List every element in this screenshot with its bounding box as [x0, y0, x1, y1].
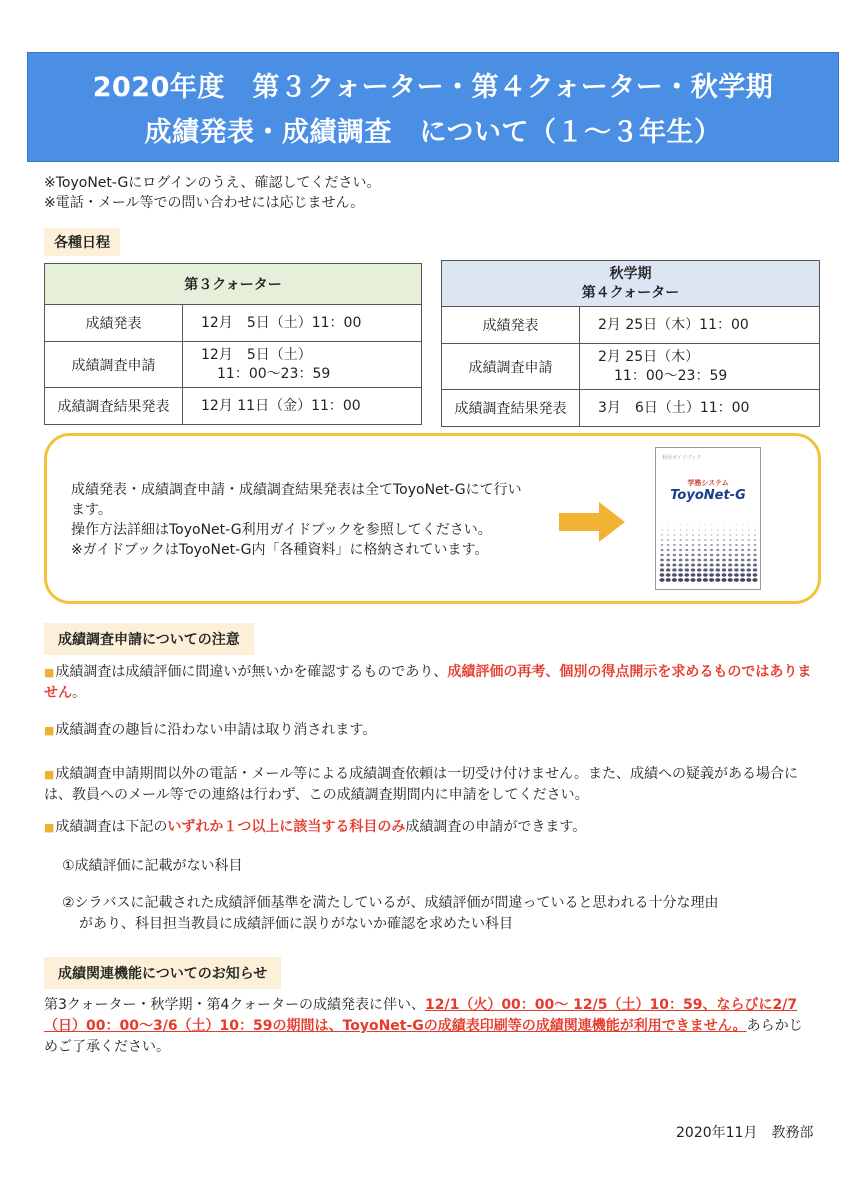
notice-label: 成績関連機能についてのお知らせ — [44, 957, 281, 989]
caution-red-text: 成績評価の再考、個別の得点開示を求めるものではありません — [44, 664, 812, 701]
caution-text: 成績調査申請期間以外の電話・メール等による成績調査依頼は一切受け付けません。また、成績への疑義がある場合には、教員へのメール等での連絡は行わず、この成績調査期間内に申請をしてください。 — [44, 766, 798, 803]
bullet-square-icon: ■ — [44, 821, 55, 834]
caution-item-1: ①成績評価に記載がない科目 — [62, 858, 243, 874]
q3-row-label: 成績発表 — [45, 305, 183, 342]
page-header — [27, 52, 839, 162]
q4-row-label: 成績調査申請 — [442, 344, 580, 390]
notice-text: 第3クォーター・秋学期・第4クォーターの成績発表に伴い、 — [44, 997, 425, 1013]
caution-red-text: いずれか１つ以上に該当する科目のみ — [167, 819, 406, 835]
caution-paragraph-1 — [44, 662, 814, 704]
caution-paragraph-2 — [44, 720, 814, 741]
bullet-square-icon: ■ — [44, 666, 55, 679]
guide-line: ます。 — [71, 502, 112, 518]
q3-row-date: 12月 5日（土）11：00 — [183, 305, 422, 342]
q3-row-date: 12月 11日（金）11：00 — [183, 388, 422, 425]
caution-text: 成績調査は下記の — [55, 819, 168, 835]
q4-row-date: 2月 25日（木）11：00 — [580, 307, 820, 344]
caution-text: 成績調査の趣旨に沿わない申請は取り消されます。 — [55, 722, 377, 738]
item2-line: ②シラバスに記載された成績評価基準を満たしているが、成績評価が間違っていると思われる十分な理由 — [62, 895, 719, 911]
book-title: ToyoNet-G — [670, 488, 746, 503]
guide-line: 成績発表・成績調査申請・成績調査結果発表は全てToyoNet-Gにて行い — [71, 482, 522, 498]
note-login: ※ToyoNet-Gにログインのうえ、確認してください。 — [44, 175, 381, 191]
q3-row-label: 成績調査申請 — [45, 342, 183, 388]
header-title-line2: 成績発表・成績調査 について（１～３年生） — [144, 117, 722, 148]
q4-title-line2: 第４クォーター — [581, 284, 680, 301]
notice-text-end: あらかじめご了承ください。 — [44, 1018, 803, 1055]
caution-text-end: 成績調査の申請ができます。 — [405, 819, 587, 835]
q4-time-line: 11：00～23：59 — [614, 367, 728, 384]
bullet-square-icon: ■ — [44, 724, 55, 737]
bullet-square-icon: ■ — [44, 768, 55, 781]
q4-date-line: 2月 25日（木） — [598, 348, 700, 365]
caution-paragraph-4 — [44, 817, 814, 838]
notice-red-text: 12/1（火）00：00～ 12/5（土）10：59、ならびに2/7（日）00：00～3/6（土）10：59の期間は、ToyoNet-Gの成績表印刷等の成績関連機能が利用できません。 — [44, 997, 798, 1034]
caution-item-2 — [62, 893, 822, 935]
q3-row-label: 成績調査結果発表 — [45, 388, 183, 425]
guidebook-box — [44, 433, 821, 604]
book-dot-pattern-icon — [659, 522, 759, 586]
q3-schedule-table — [44, 263, 422, 425]
q4-row-date: 3月 6日（土）11：00 — [580, 390, 820, 427]
guidebook-cover-image — [655, 447, 761, 590]
item2-line: があり、科目担当教員に成績評価に誤りがないか確認を求めたい科目 — [79, 916, 513, 932]
q4-row-date — [580, 344, 820, 390]
q4-row-label: 成績調査結果発表 — [442, 390, 580, 427]
notice-paragraph — [44, 995, 814, 1058]
schedule-label: 各種日程 — [44, 228, 120, 256]
footer-date-department: 2020年11月 教務部 — [676, 1125, 814, 1141]
q3-time-line: 11：00～23：59 — [217, 365, 331, 382]
q4-table-title — [442, 261, 820, 307]
q4-row-label: 成績発表 — [442, 307, 580, 344]
guidebook-text — [71, 480, 581, 560]
note-no-inquiry: ※電話・メール等での問い合わせには応じません。 — [44, 195, 365, 211]
guide-line: ※ガイドブックはToyoNet-G内「各種資料」に格納されています。 — [71, 542, 489, 558]
header-title-line1: 2020年度 第３クォーター・第４クォーター・秋学期 — [92, 72, 774, 103]
caution-paragraph-3 — [44, 764, 814, 806]
book-small-text: 利用ガイドブック — [662, 455, 702, 461]
caution-text-end: 。 — [72, 685, 86, 701]
notes — [44, 173, 380, 213]
q4-schedule-table — [441, 260, 820, 427]
right-arrow-icon — [559, 502, 625, 542]
guide-line: 操作方法詳細はToyoNet-G利用ガイドブックを参照してください。 — [71, 522, 492, 538]
q3-table-title: 第３クォーター — [45, 264, 422, 305]
book-subtitle: 学務システム — [687, 479, 729, 487]
caution-text: 成績調査は成績評価に間違いが無いかを確認するものであり、 — [55, 664, 448, 680]
caution-label: 成績調査申請についての注意 — [44, 623, 254, 655]
q4-title-line1: 秋学期 — [609, 265, 652, 282]
q3-row-date — [183, 342, 422, 388]
q3-date-line: 12月 5日（土） — [201, 346, 312, 363]
